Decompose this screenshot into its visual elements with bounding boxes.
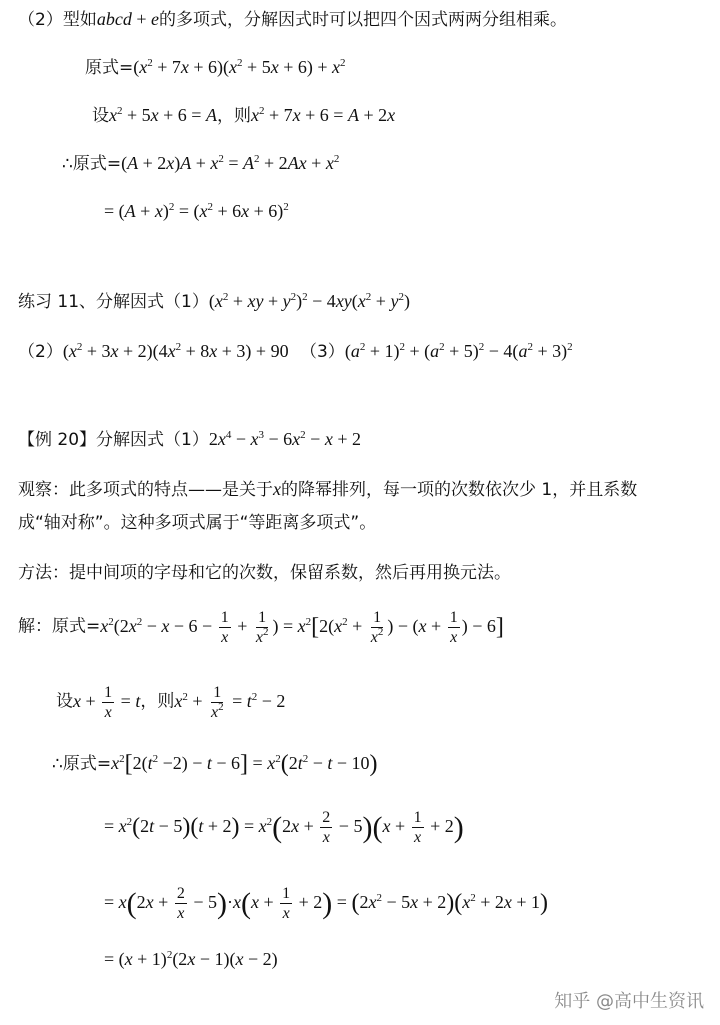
- math-result: = $(A + x)^2 = (x^2 + 6x + 6)^2$: [104, 201, 289, 221]
- math-set-a: $x^2 + 5x + 6 = A$: [109, 105, 217, 125]
- math-sol-3: $x^2[2(t^2 -2) - t - 6] = x^2(2t^2 - t - 10)$: [111, 751, 378, 777]
- math-sol-final: = $(x + 1)^2(2x - 1)(x - 2)$: [104, 949, 278, 969]
- therefore-label: ∴原式=: [62, 154, 122, 174]
- example-20-title: 【例 20】分解因式（1）: [18, 430, 209, 450]
- then-label: ，则: [216, 106, 251, 126]
- result-line: [104, 200, 289, 223]
- solution-therefore-label: ∴原式=: [52, 754, 112, 774]
- observation-line-2: [18, 512, 376, 534]
- exercise-11-part-2: （2）: [18, 342, 63, 362]
- math-therefore: $(A + 2x)A + x^2 = A^2 + 2Ax + x^2$: [121, 153, 340, 173]
- solution-therefore-line: [52, 752, 378, 775]
- math-sol-1: $x^2(2x^2 - x - 6$ − $\frac{1}{x}$ + $\frac{1}{x^2}$ ) = $x^2[2(x^2$ + $\frac{1}{x^2}$ ) − (x + $\frac{1}{x}$ ) − 6]: [100, 609, 504, 646]
- example-20-title-line: [18, 428, 361, 451]
- math-ex11-2: $(x^2 + 3x + 2)(4x^2 + 8x + 3) + 90$: [62, 341, 289, 361]
- observation-b: 的降幂排列，每一项的次数依次少 1，并且系数: [281, 480, 638, 500]
- type-prefix: （2）型如: [18, 10, 97, 30]
- exercise-11-line-1: [18, 290, 410, 313]
- solution-step-4: [104, 808, 464, 847]
- math-ex11-3: $(a^2 + 1)^2 + (a^2 + 5)^2 - 4(a^2 + 3)^2$: [344, 341, 573, 361]
- set-label: 设: [92, 106, 109, 126]
- watermark: 知乎 @高中生资讯: [554, 991, 704, 1012]
- method-text: 方法：提中间项的字母和它的次数，保留系数，然后再用换元法。: [18, 563, 511, 583]
- math-then: $x^2 + 7x + 6 = A + 2x$: [250, 105, 396, 125]
- math-original: $(x^2 + 7x + 6)(x^2 + 5x + 6) + x^2$: [133, 57, 346, 77]
- math-sol-5: = x(2x + $\frac{2}{x}$ − 5)·x(x + $\frac{1}{x}$ + $2) = (2x^2 - 5x + 2)(x^2 + 2x + 1)$: [104, 885, 549, 922]
- solution-line-1: [18, 608, 504, 647]
- type-suffix: 的多项式，分解因式时可以把四个因式两两分组相乘。: [158, 10, 567, 30]
- math-sol-then: $x^2$ + $\frac{1}{x^2}$ = $t^2 - 2$: [174, 684, 286, 721]
- solution-label: 解：原式=: [18, 616, 101, 637]
- solution-set-label: 设: [56, 691, 73, 712]
- math-ex11-1: ($x^2$ + xy + $y^2)^2 - 4xy(x^2 + y^2)$: [208, 291, 410, 311]
- exercise-11-title: 练习 11、分解因式（1）: [18, 292, 209, 312]
- solution-final: [104, 948, 278, 971]
- original-expression-line: [85, 56, 346, 79]
- solution-step-5: [104, 884, 548, 923]
- observation-a: 观察：此多项式的特点——是关于: [18, 480, 273, 500]
- therefore-line: [62, 152, 339, 175]
- exercise-11-line-2: [18, 340, 573, 363]
- type-description-line: [18, 8, 567, 31]
- exercise-11-part-3: （3）: [299, 342, 345, 362]
- original-label: 原式=: [85, 58, 134, 78]
- observation-line-1: [18, 478, 637, 501]
- solution-substitution-line: [56, 683, 285, 722]
- math-x-variable: x: [273, 479, 281, 499]
- math-sol-set: x + $\frac{1}{x}$ = t: [73, 684, 141, 721]
- substitution-line: [92, 104, 395, 127]
- math-sol-4: = $x^2(2t - 5)(t + 2) = x^2(2x$ + $\frac{2}{x}$ − 5)(x + $\frac{1}{x}$ + 2): [104, 809, 464, 846]
- math-abcd-e: abcd + e: [96, 9, 159, 29]
- math-ex20: $2x^4 - x^3 - 6x^2 - x + 2$: [208, 429, 361, 449]
- method-line: [18, 562, 511, 584]
- solution-then-label: ，则: [140, 691, 175, 712]
- observation-c: 成“轴对称”。这种多项式属于“等距离多项式”。: [18, 513, 377, 533]
